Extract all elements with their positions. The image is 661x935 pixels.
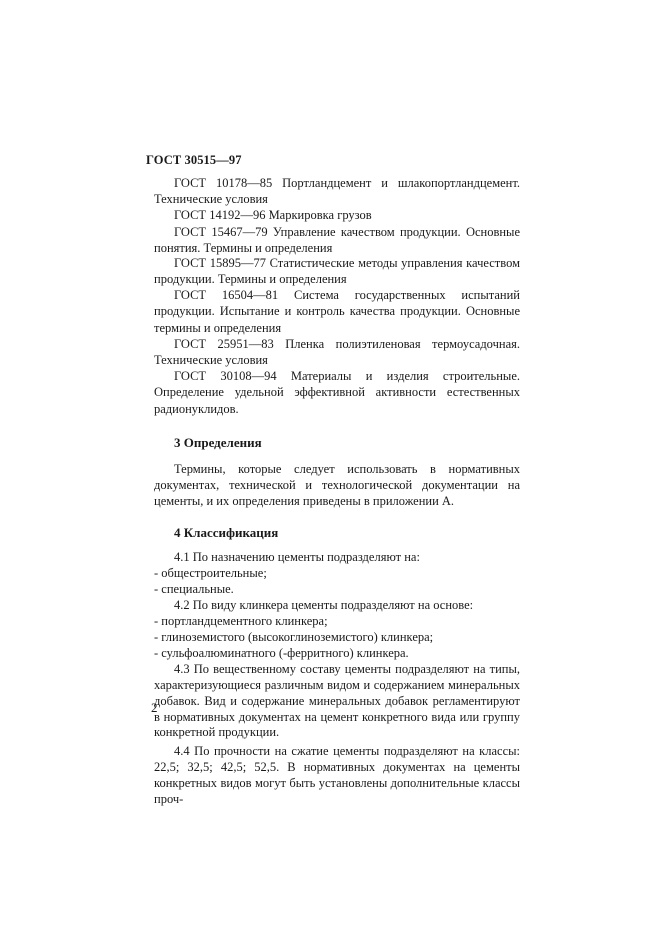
clause-4-2: 4.2 По виду клинкера цементы подразделяют на основе:	[174, 598, 474, 613]
list-item: - сульфоалюминатного (-ферритного) клинкера.	[154, 645, 409, 660]
clause-4-4: 4.4 По прочности на сжатие цементы подразделяют на классы: 22,5; 32,5; 42,5; 52,5. В нормативных документах на цементы конкретных видов могут быть установлены дополнительные классы проч-	[154, 744, 520, 807]
reference-item: ГОСТ 15895—77 Статистические методы управления качеством продукции. Термины и определения	[154, 256, 520, 286]
list-item: - глиноземистого (высокоглиноземистого) клинкера;	[154, 629, 434, 644]
standard-code-header: ГОСТ 30515—97	[146, 153, 242, 167]
clause-4-1: 4.1 По назначению цементы подразделяют на:	[174, 550, 420, 565]
list-item: - общестроительные;	[154, 566, 267, 581]
normative-references-list	[154, 175, 520, 417]
reference-item: ГОСТ 15467—79 Управление качеством продукции. Основные понятия. Термины и определения	[154, 224, 520, 255]
list-item: - портландцементного клинкера;	[154, 614, 328, 629]
reference-item: ГОСТ 10178—85 Портландцемент и шлакопортландцемент. Технические условия	[154, 176, 520, 207]
clause-4-3: 4.3 По вещественному составу цементы подразделяют на типы, характеризующиеся различным видом и содержанием минеральных добавок. Вид и содержание минеральных добавок регламентируют в нормативных документах на цемент конкретного вида или группу конкретной продукции.	[154, 661, 520, 740]
section-3-text: Термины, которые следует использовать в нормативных документах, технической и технологической документации на цементы, и их определения приведены в приложении А.	[154, 461, 520, 509]
section-4-body	[154, 550, 520, 808]
reference-item: ГОСТ 25951—83 Пленка полиэтиленовая термоусадочная. Технические условия	[154, 336, 520, 368]
page-content	[154, 175, 520, 808]
page-number: 2	[151, 700, 158, 715]
reference-item: ГОСТ 14192—96 Маркировка грузов	[174, 208, 372, 223]
reference-item: ГОСТ 30108—94 Материалы и изделия строительные. Определение удельной эффективной активности естественных радионуклидов.	[154, 369, 520, 416]
section-3-title: 3 Определения	[174, 434, 262, 450]
reference-item: ГОСТ 16504—81 Система государственных испытаний продукции. Испытание и контроль качества продукции. Основные термины и определения	[154, 288, 520, 335]
section-3-body	[154, 461, 520, 510]
list-item: - специальные.	[154, 582, 234, 597]
section-4-title: 4 Классификация	[174, 525, 279, 541]
